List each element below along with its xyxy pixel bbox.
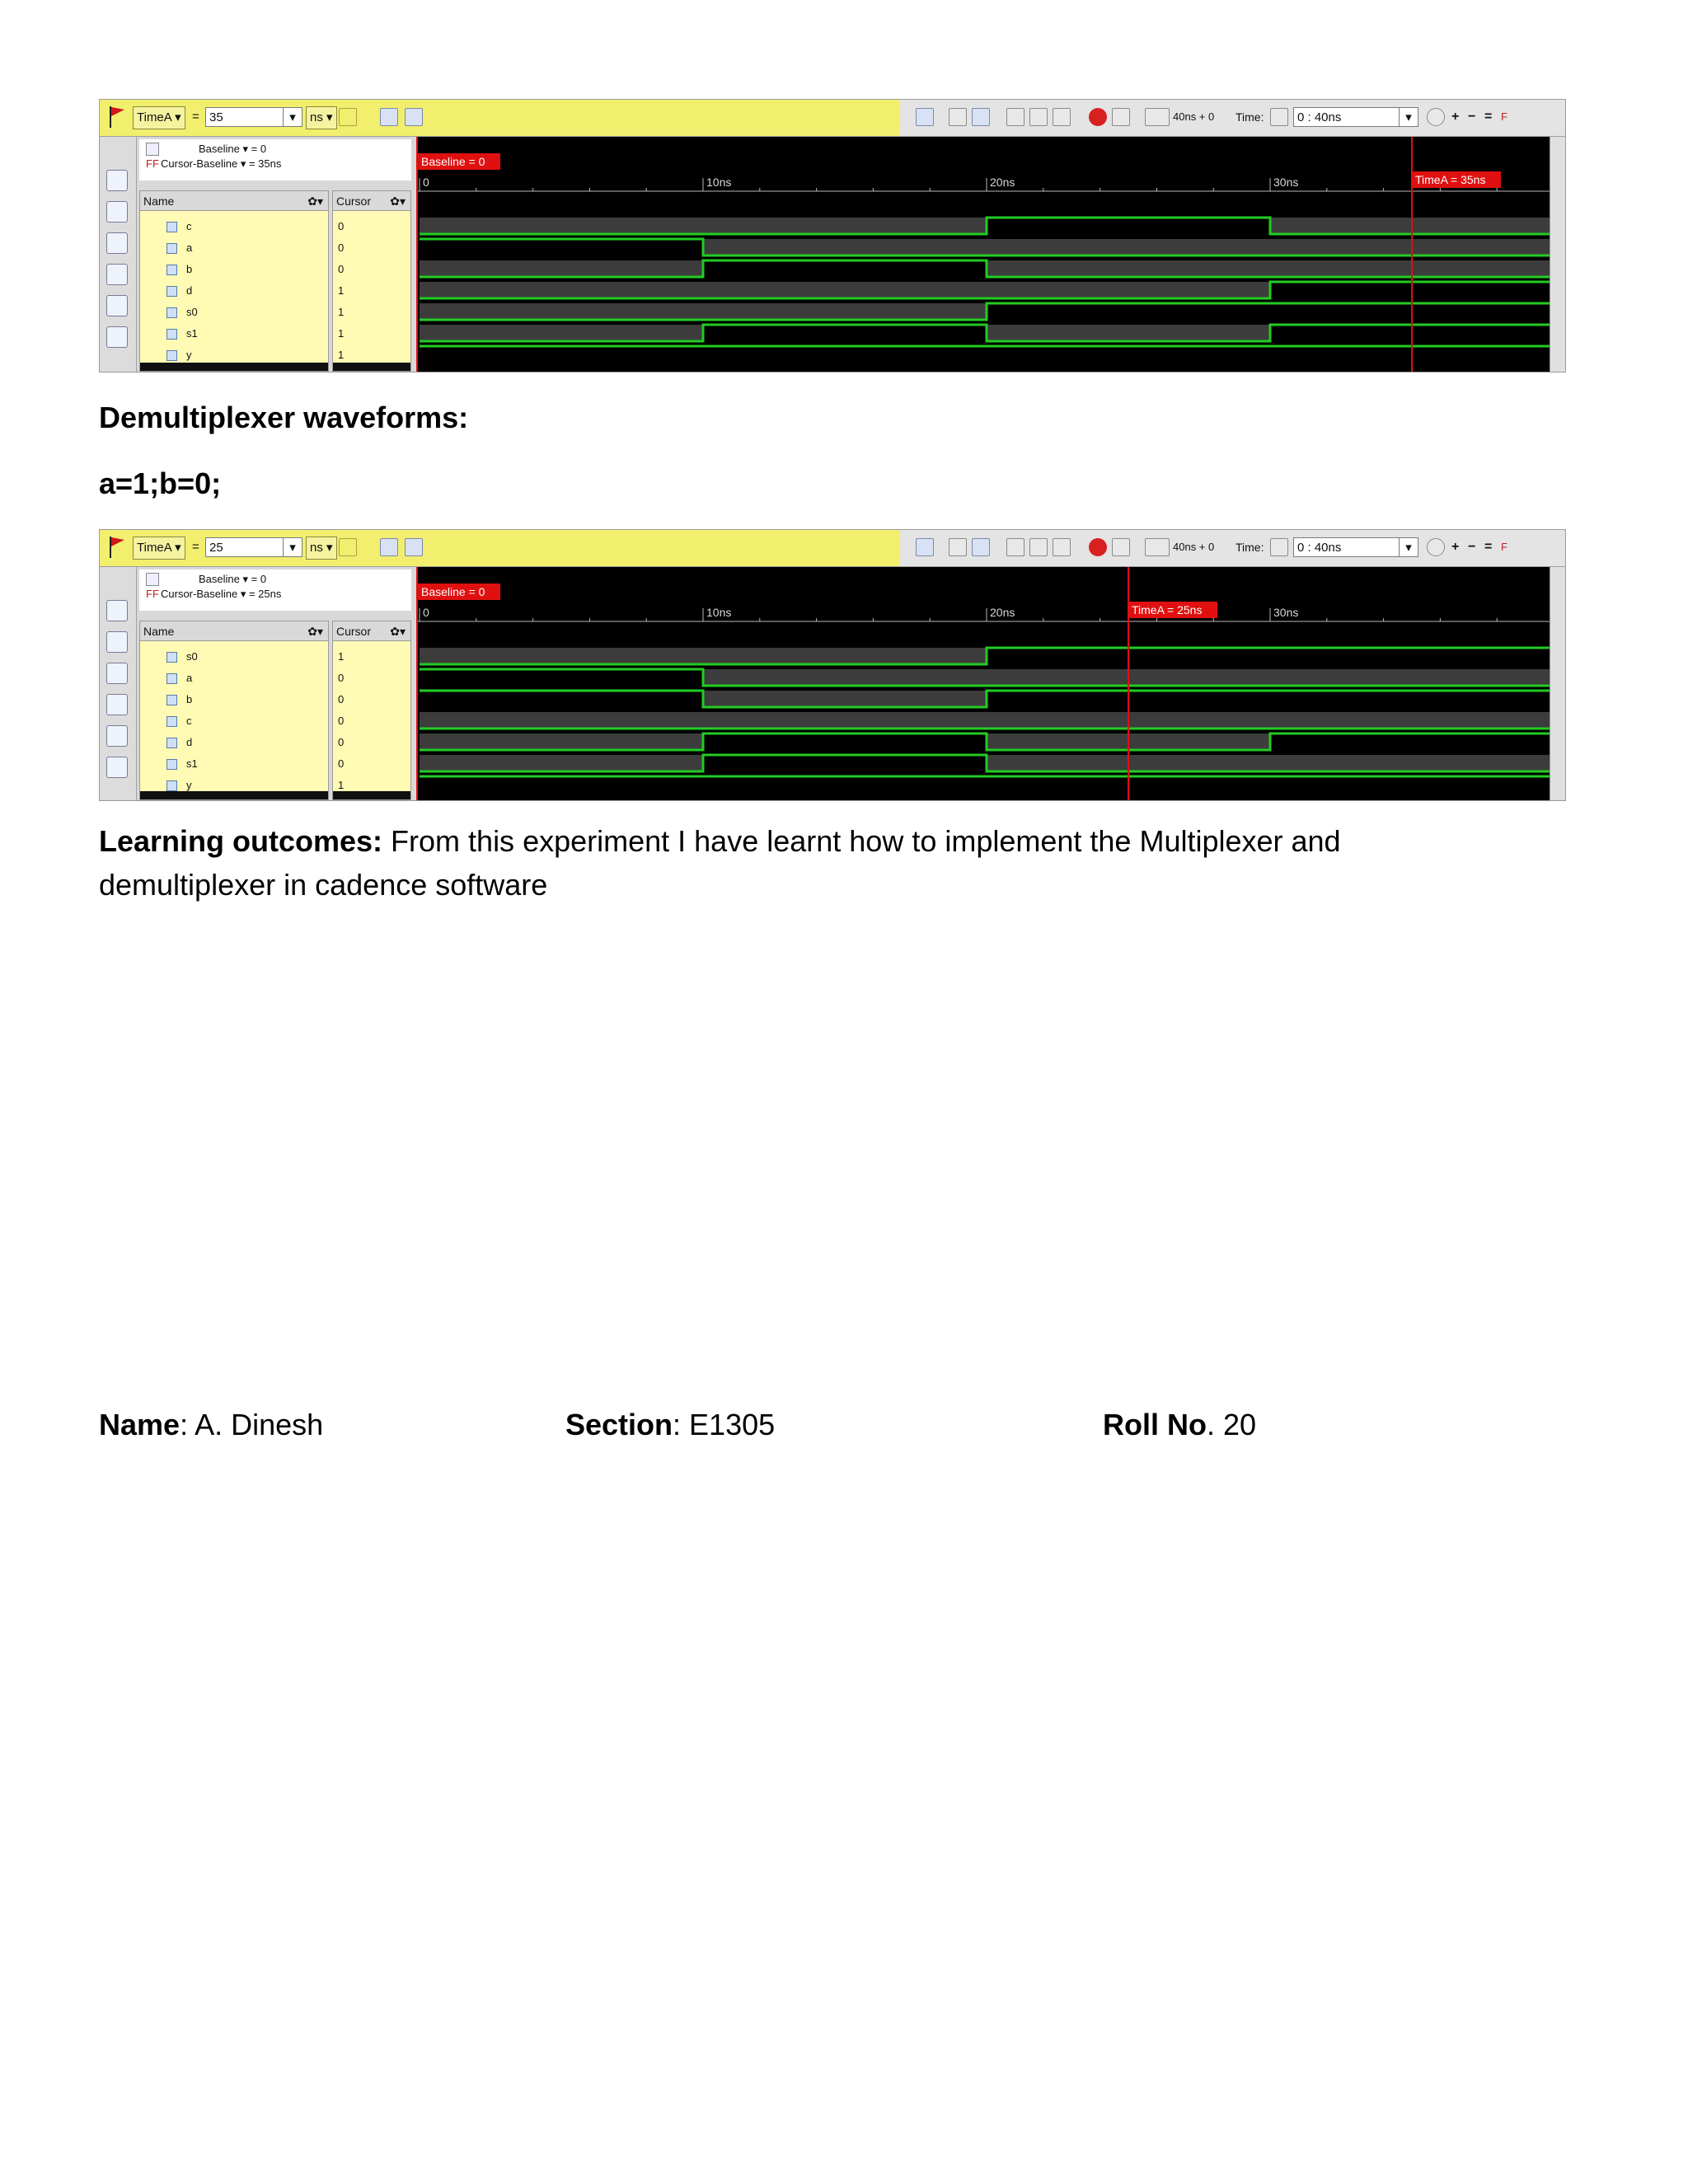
waveform-window-demultiplexer: [99, 529, 1566, 801]
signal-icon: [166, 350, 177, 361]
learning-outcomes-line-1: [99, 824, 1341, 859]
previous-edge-icon[interactable]: [380, 108, 398, 126]
side-toolbar: [100, 137, 137, 372]
signal-name: s0: [186, 306, 198, 318]
value-scrollbar[interactable]: [333, 363, 410, 371]
equals-sign: =: [192, 110, 199, 124]
roll-label: Roll No: [1103, 1408, 1207, 1441]
vertical-scrollbar[interactable]: [1550, 567, 1565, 800]
name-column-header[interactable]: Name ✿▾: [140, 621, 328, 641]
rewind-icon[interactable]: [972, 108, 990, 126]
cursor-value-panel: [332, 621, 411, 800]
time-unit-select[interactable]: ns ▾: [306, 537, 337, 560]
toolbar: [100, 530, 1565, 567]
cursor-flag-icon[interactable]: [108, 105, 126, 129]
time-label: Time:: [1236, 110, 1264, 124]
cursor-value-panel: [332, 190, 411, 372]
cursor-name-select[interactable]: TimeA ▾: [133, 537, 185, 560]
cursor-value: 1: [338, 284, 345, 297]
timer-icon[interactable]: [1145, 108, 1170, 126]
waveform-plot[interactable]: [416, 137, 1550, 372]
cursor-value: 0: [338, 220, 345, 232]
student-name: [99, 1408, 323, 1442]
name-label: Name: [99, 1408, 181, 1441]
cursor-name-select[interactable]: TimeA ▾: [133, 106, 185, 129]
cursor-value: 0: [338, 693, 345, 705]
signal-row-s1[interactable]: [140, 323, 328, 344]
compare-tool-icon[interactable]: [106, 757, 128, 778]
wave-low-fill: [420, 218, 987, 234]
gear-icon[interactable]: ✿▾: [390, 194, 406, 208]
run-icon[interactable]: [916, 108, 934, 126]
wave-low-fill: [1270, 218, 1550, 234]
cursor-value-row: [333, 732, 410, 753]
cursor-value-row: [333, 237, 410, 259]
name-scrollbar[interactable]: [140, 791, 328, 799]
signal-row-d[interactable]: [140, 732, 328, 753]
cursor-info-panel: [139, 569, 411, 611]
signal-name: a: [186, 672, 193, 684]
stop-record-icon[interactable]: [1112, 538, 1130, 556]
signal-name: b: [186, 263, 193, 275]
cursor-value: 0: [338, 672, 345, 684]
learning-outcomes-text: From this experiment I have learnt how to implement the Multiplexer and: [382, 824, 1341, 858]
cursor-value: 1: [338, 327, 345, 340]
time-range-icon[interactable]: [1270, 538, 1288, 556]
wave-low-fill: [703, 669, 1550, 686]
signal-row-s0[interactable]: [140, 646, 328, 668]
baseline-info: Baseline ▾ = 0: [199, 143, 267, 155]
bus-tool-icon[interactable]: [106, 264, 128, 285]
wave-low-fill: [703, 691, 987, 707]
name-column-header[interactable]: Name ✿▾: [140, 191, 328, 211]
signal-icon: [166, 673, 177, 684]
cursor-time-input[interactable]: 25: [205, 537, 302, 557]
time-label: Time:: [1236, 541, 1264, 554]
cursor-value: 0: [338, 241, 345, 254]
baseline-info: Baseline ▾ = 0: [199, 573, 267, 585]
signal-name: c: [186, 715, 192, 727]
rewind-icon[interactable]: [972, 538, 990, 556]
step-in-icon[interactable]: [1029, 538, 1048, 556]
student-roll: [1103, 1408, 1256, 1442]
stop-record-icon[interactable]: [1112, 108, 1130, 126]
time-range-icon[interactable]: [1270, 108, 1288, 126]
waveform-display[interactable]: [416, 567, 1550, 800]
cursor-baseline-info: Cursor-Baseline ▾ = 35ns: [161, 157, 282, 170]
name-value: : A. Dinesh: [180, 1408, 324, 1441]
cursor-value: 1: [338, 650, 345, 663]
zoom-out-icon[interactable]: −: [1468, 110, 1476, 124]
sim-duration: 40ns + 0: [1173, 541, 1215, 553]
value-scrollbar[interactable]: [333, 791, 410, 799]
marker-tool-icon[interactable]: [106, 725, 128, 747]
signal-icon: [166, 695, 177, 705]
pause-icon[interactable]: [949, 538, 967, 556]
waveform-plot[interactable]: [416, 567, 1550, 800]
wave-low-fill: [987, 325, 1270, 341]
expand-tool-icon[interactable]: [106, 232, 128, 254]
timea-tag: TimeA = 35ns: [1415, 173, 1486, 186]
signal-name: s1: [186, 327, 198, 340]
select-tool-icon[interactable]: [106, 600, 128, 621]
record-icon[interactable]: [1089, 538, 1107, 556]
step-out-icon[interactable]: [1053, 108, 1071, 126]
signal-icon: [166, 307, 177, 318]
waveform-window-multiplexer: [99, 99, 1566, 373]
gear-icon[interactable]: ✿▾: [307, 625, 323, 638]
waveform-display[interactable]: [416, 137, 1550, 372]
roll-value: . 20: [1206, 1408, 1257, 1441]
signal-icon: [166, 652, 177, 663]
cursor-value-row: [333, 646, 410, 668]
signal-row-s0[interactable]: [140, 302, 328, 323]
signal-name: d: [186, 736, 193, 748]
signal-icon: [166, 243, 177, 254]
bus-tool-icon[interactable]: [106, 694, 128, 715]
cursor-baseline-info: Cursor-Baseline ▾ = 25ns: [161, 588, 282, 600]
select-tool-icon[interactable]: [106, 170, 128, 191]
cursor-time-dropdown-icon[interactable]: ▾: [283, 107, 302, 127]
next-edge-icon[interactable]: [405, 108, 423, 126]
cursor-value: 1: [338, 779, 345, 791]
signal-name: y: [186, 779, 192, 791]
baseline-tag: Baseline = 0: [421, 155, 485, 168]
signal-icon: [166, 329, 177, 340]
signal-icon: [166, 286, 177, 297]
previous-edge-icon[interactable]: [380, 538, 398, 556]
cursor-value: 0: [338, 736, 345, 748]
zoom-fit-icon[interactable]: =: [1484, 540, 1493, 554]
signal-name: a: [186, 241, 193, 254]
pause-icon[interactable]: [949, 108, 967, 126]
signal-name: c: [186, 220, 192, 232]
time-range-input[interactable]: 0 : 40ns: [1293, 107, 1418, 127]
signal-name: s1: [186, 757, 198, 770]
signal-row-d[interactable]: [140, 280, 328, 302]
cursor-time-input[interactable]: 35: [205, 107, 302, 127]
wave-low-fill: [420, 260, 703, 277]
wave-low-fill: [420, 303, 987, 320]
time-tick-label: 10ns: [706, 176, 732, 189]
signal-row-a[interactable]: [140, 668, 328, 689]
time-range-dropdown-icon[interactable]: ▾: [1399, 537, 1418, 557]
cursor-time-dropdown-icon[interactable]: ▾: [283, 537, 302, 557]
time-tick-label: 30ns: [1273, 606, 1299, 619]
step-icon[interactable]: [1006, 538, 1025, 556]
signal-row-b[interactable]: [140, 689, 328, 710]
wave-low-fill: [703, 239, 1550, 255]
cursor-value-row: [333, 302, 410, 323]
wave-low-fill: [420, 325, 703, 341]
marker-tool-icon[interactable]: [106, 295, 128, 316]
signal-name: d: [186, 284, 193, 297]
signal-icon: [166, 759, 177, 770]
zoom-icon[interactable]: [1427, 538, 1445, 556]
time-tick-label: 20ns: [990, 606, 1015, 619]
time-tick-label: 10ns: [706, 606, 732, 619]
cursor-value-row: [333, 753, 410, 775]
cursor-value: 0: [338, 757, 345, 770]
sim-duration: 40ns + 0: [1173, 110, 1215, 123]
wave-low-fill: [420, 282, 1270, 298]
cursor-column-header[interactable]: Cursor ✿▾: [333, 191, 410, 211]
demux-inputs: a=1;b=0;: [99, 466, 222, 500]
cursor-value-row: [333, 710, 410, 732]
signal-row-a[interactable]: [140, 237, 328, 259]
wave-low-fill: [987, 260, 1550, 277]
name-scrollbar[interactable]: [140, 363, 328, 371]
signal-name-panel: [139, 621, 329, 800]
wave-low-fill: [420, 733, 703, 750]
compare-tool-icon[interactable]: [106, 326, 128, 348]
equals-sign: =: [192, 540, 199, 554]
signal-name-panel: [139, 190, 329, 372]
cursor-value-row: [333, 323, 410, 344]
next-edge-icon[interactable]: [405, 538, 423, 556]
section-value: : E1305: [673, 1408, 776, 1441]
baseline-icon: [146, 573, 159, 586]
learning-outcomes-label: Learning outcomes:: [99, 824, 383, 858]
timea-tag: TimeA = 25ns: [1132, 603, 1203, 616]
signal-icon: [166, 780, 177, 791]
wave-low-fill: [420, 755, 703, 771]
learning-outcomes-line-2: demultiplexer in cadence software: [99, 868, 548, 902]
gear-icon[interactable]: ✿▾: [390, 625, 406, 638]
group-tool-icon[interactable]: [106, 201, 128, 223]
signal-name: s0: [186, 650, 198, 663]
expand-tool-icon[interactable]: [106, 663, 128, 684]
cursor-value-row: [333, 689, 410, 710]
step-out-icon[interactable]: [1053, 538, 1071, 556]
cursor-value-row: [333, 668, 410, 689]
cursor-info-panel: [139, 139, 411, 180]
zoom-out-icon[interactable]: −: [1468, 540, 1476, 554]
wave-low-fill: [420, 712, 1550, 729]
student-section: [565, 1408, 775, 1442]
gear-icon[interactable]: ✿▾: [307, 194, 323, 208]
cursor-value: 1: [338, 306, 345, 318]
signal-name: b: [186, 693, 193, 705]
cursor-value-row: [333, 280, 410, 302]
cursor-value: 0: [338, 263, 345, 275]
baseline-icon: [146, 143, 159, 156]
zoom-cursor-icon[interactable]: F: [1501, 541, 1507, 553]
run-icon[interactable]: [916, 538, 934, 556]
signal-row-c[interactable]: [140, 710, 328, 732]
vertical-scrollbar[interactable]: [1550, 137, 1565, 372]
signal-row-s1[interactable]: [140, 753, 328, 775]
signal-icon: [166, 265, 177, 275]
cursor-value: 1: [338, 349, 345, 361]
zoom-in-icon[interactable]: +: [1451, 110, 1460, 124]
step-in-icon[interactable]: [1029, 108, 1048, 126]
baseline-tag: Baseline = 0: [421, 585, 485, 598]
section-label: Section: [565, 1408, 673, 1441]
time-unit-select[interactable]: ns ▾: [306, 106, 337, 129]
time-tick-label: 0: [423, 606, 429, 619]
signal-row-c[interactable]: [140, 216, 328, 237]
signal-name: y: [186, 349, 192, 361]
group-tool-icon[interactable]: [106, 631, 128, 653]
timer-icon[interactable]: [1145, 538, 1170, 556]
zoom-icon[interactable]: [1427, 108, 1445, 126]
time-range-input[interactable]: 0 : 40ns: [1293, 537, 1418, 557]
side-toolbar: [100, 567, 137, 800]
signal-icon: [166, 738, 177, 748]
delete-cursor-icon[interactable]: [339, 538, 357, 556]
signal-icon: [166, 716, 177, 727]
cursor-value: 0: [338, 715, 345, 727]
cursor-column-header[interactable]: Cursor ✿▾: [333, 621, 410, 641]
step-icon[interactable]: [1006, 108, 1025, 126]
cursor-info-icon: FF: [146, 157, 159, 170]
wave-low-fill: [987, 755, 1550, 771]
wave-low-fill: [420, 648, 987, 664]
time-range-dropdown-icon[interactable]: ▾: [1399, 107, 1418, 127]
zoom-cursor-icon[interactable]: F: [1501, 110, 1507, 123]
cursor-value-row: [333, 259, 410, 280]
cursor-flag-icon[interactable]: [108, 535, 126, 560]
toolbar: [100, 100, 1565, 137]
time-tick-label: 30ns: [1273, 176, 1299, 189]
record-icon[interactable]: [1089, 108, 1107, 126]
delete-cursor-icon[interactable]: [339, 108, 357, 126]
time-tick-label: 20ns: [990, 176, 1015, 189]
zoom-fit-icon[interactable]: =: [1484, 110, 1493, 124]
signal-icon: [166, 222, 177, 232]
cursor-value-row: [333, 216, 410, 237]
time-tick-label: 0: [423, 176, 429, 189]
cursor-info-icon: FF: [146, 588, 159, 600]
demux-heading: Demultiplexer waveforms:: [99, 401, 469, 434]
zoom-in-icon[interactable]: +: [1451, 540, 1460, 554]
signal-row-b[interactable]: [140, 259, 328, 280]
